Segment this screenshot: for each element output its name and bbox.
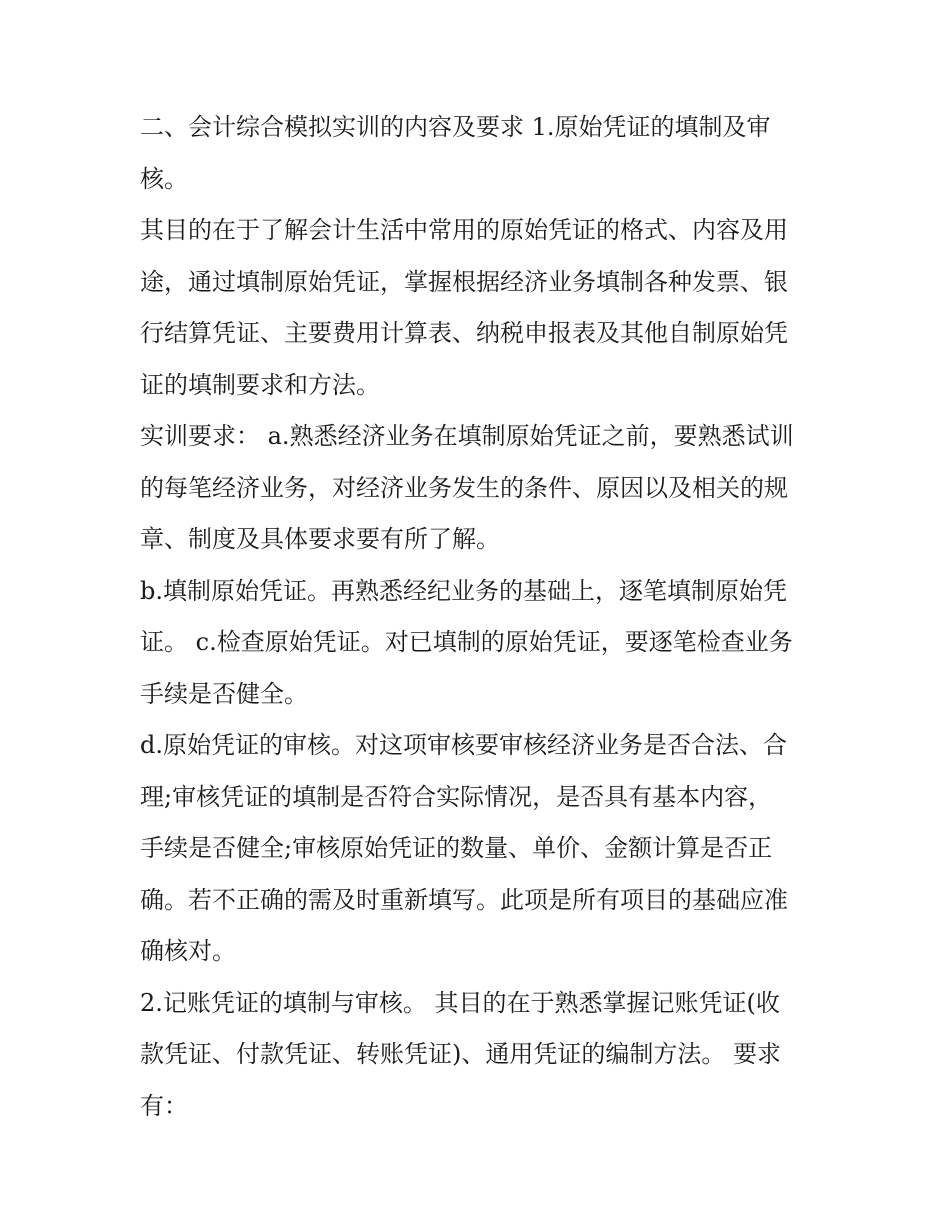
paragraph-requirement-d xyxy=(140,720,820,978)
text-line: 核。 xyxy=(140,164,188,193)
text-line: 实训要求： a.熟悉经济业务在填制原始凭证之前，要熟悉试训 xyxy=(140,422,794,450)
text-line: 其目的在于了解会计生活中常用的原始凭证的格式、内容及用 xyxy=(140,216,788,244)
paragraph-purpose xyxy=(140,205,820,411)
text-line: 章、制度及具体要求要有所了解。 xyxy=(140,525,500,553)
text-line: 途，通过填制原始凭证，掌握根据经济业务填制各种发票、银 xyxy=(140,267,788,296)
text-line: b.填制原始凭证。再熟悉经纪业务的基础上，逐笔填制原始凭 xyxy=(140,576,787,605)
text-line: 证的填制要求和方法。 xyxy=(140,370,380,399)
paragraph-section-2 xyxy=(140,978,820,1133)
text-line: 的每笔经济业务，对经济业务发生的条件、原因以及相关的规 xyxy=(140,473,788,502)
text-line: 有： xyxy=(140,1091,188,1120)
text-line: 款凭证、付款凭证、转账凭证)、通用凭证的编制方法。 要求 xyxy=(140,1040,781,1068)
text-line: 2.记账凭证的填制与审核。 其目的在于熟悉掌握记账凭证(收 xyxy=(140,988,780,1017)
text-line: 二、会计综合模拟实训的内容及要求 1.原始凭证的填制及审 xyxy=(140,113,771,141)
document-body xyxy=(140,102,820,1132)
text-line: d.原始凭证的审核。对这项审核要审核经济业务是否合法、合 xyxy=(140,731,787,759)
text-line: 理;审核凭证的填制是否符合实际情况，是否具有基本内容， xyxy=(140,782,773,811)
text-line: 手续是否健全。 xyxy=(140,679,308,708)
text-line: 手续是否健全;审核原始凭证的数量、单价、金额计算是否正 xyxy=(140,834,773,862)
paragraph-requirement-a xyxy=(140,411,820,566)
paragraph-requirement-b-c xyxy=(140,566,820,721)
text-line: 证。 c.检查原始凭证。对已填制的原始凭证，要逐笔检查业务 xyxy=(140,628,793,656)
paragraph-section-heading xyxy=(140,102,820,205)
text-line: 确。若不正确的需及时重新填写。此项是所有项目的基础应准 xyxy=(140,885,788,914)
text-line: 行结算凭证、主要费用计算表、纳税申报表及其他自制原始凭 xyxy=(140,319,788,347)
text-line: 确核对。 xyxy=(140,937,236,965)
